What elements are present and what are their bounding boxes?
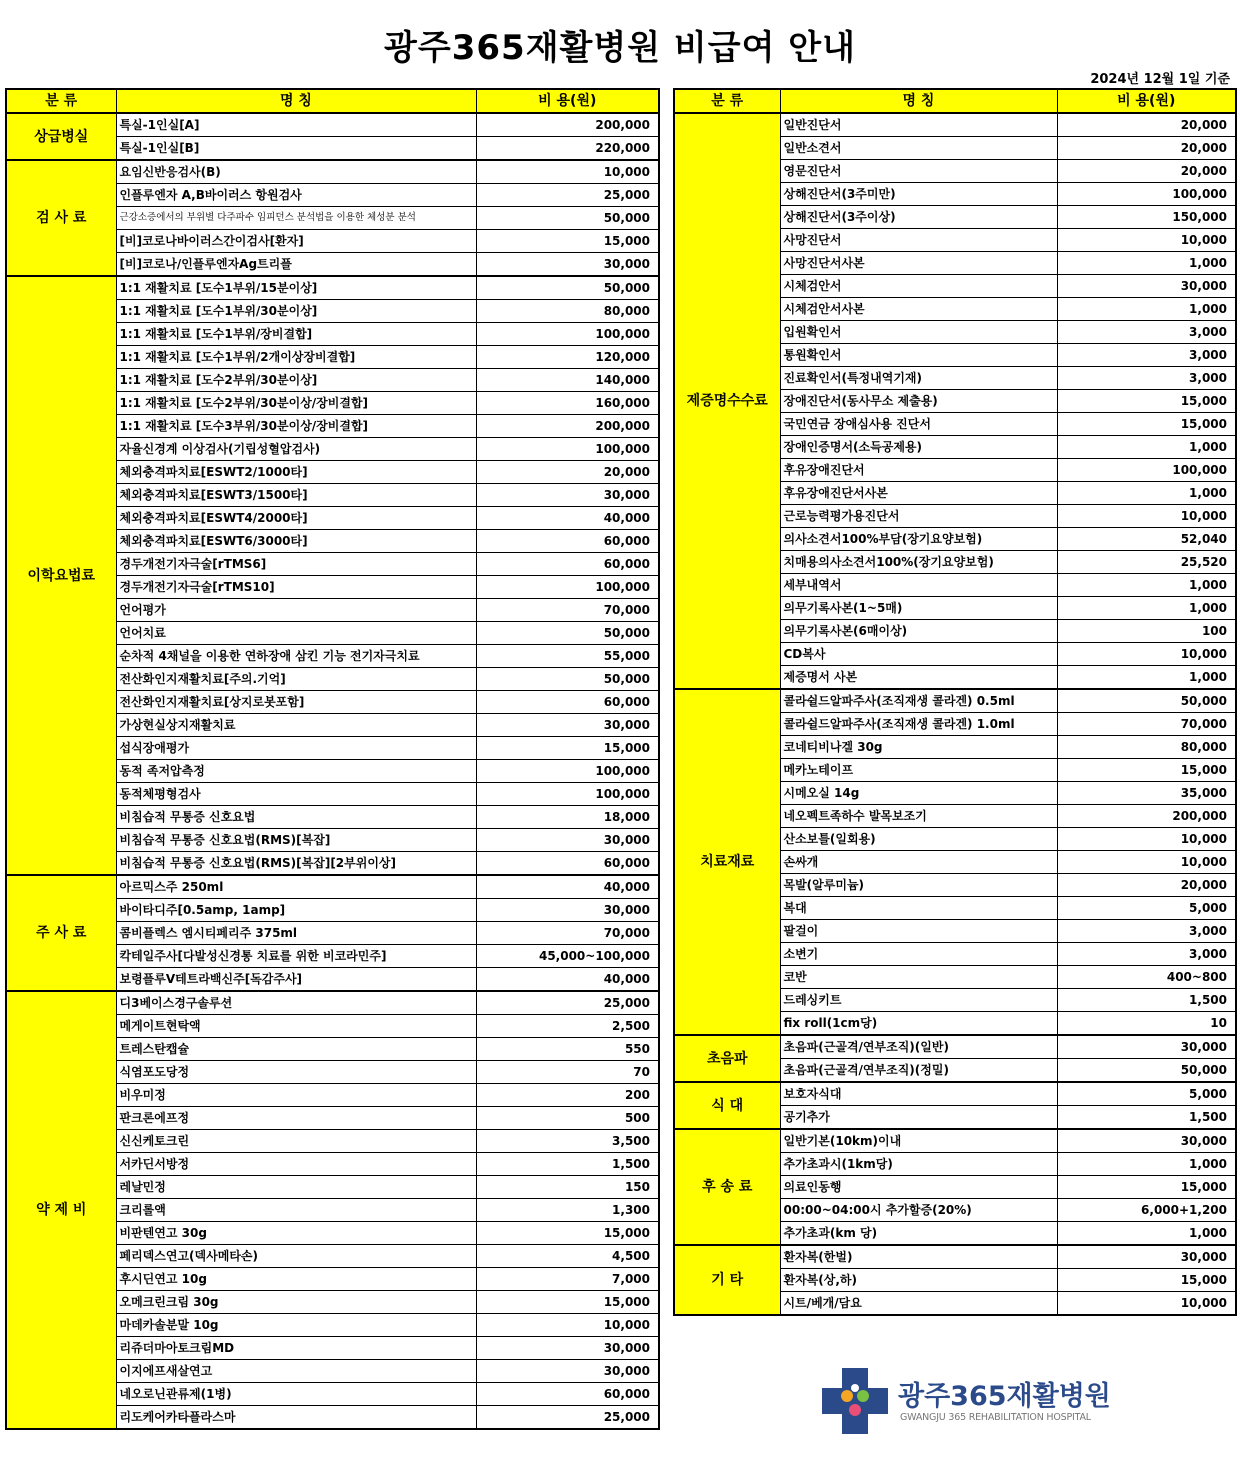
item-price: 50,000: [1057, 1059, 1236, 1083]
item-name: 추가초과시(1km당): [780, 1153, 1057, 1176]
item-price: 40,000: [476, 507, 659, 530]
item-name: 경두개전기자극술[rTMS6]: [116, 553, 476, 576]
item-price: 15,000: [476, 230, 659, 253]
header-price: 비 용(원): [476, 89, 659, 113]
item-name: 비판텐연고 30g: [116, 1222, 476, 1245]
item-price: 50,000: [476, 668, 659, 691]
item-price: 10,000: [1057, 1292, 1236, 1316]
item-price: 7,000: [476, 1268, 659, 1291]
item-name: 1:1 재활치료 [도수2부위/30분이상]: [116, 369, 476, 392]
item-name: 환자복(상,하): [780, 1269, 1057, 1292]
item-name: 후시딘연고 10g: [116, 1268, 476, 1291]
item-name: 리도케어카타플라스마: [116, 1406, 476, 1430]
item-name: 전산화인지재활치료[주의.기억]: [116, 668, 476, 691]
item-name: 일반소견서: [780, 137, 1057, 160]
item-name: 판크론에프정: [116, 1107, 476, 1130]
item-price: 30,000: [476, 899, 659, 922]
item-price: 3,500: [476, 1130, 659, 1153]
item-name: 추가초과(km 당): [780, 1222, 1057, 1246]
item-name: 경두개전기자극술[rTMS10]: [116, 576, 476, 599]
table-row: [6, 991, 659, 1015]
item-name: 이지에프새살연고: [116, 1360, 476, 1383]
item-price: 15,000: [1057, 413, 1236, 436]
item-name: 인플루엔자 A,B바이러스 항원검사: [116, 184, 476, 207]
item-name: 리쥬더마아토크림MD: [116, 1337, 476, 1360]
item-name: 페리덱스연고(덱사메타손): [116, 1245, 476, 1268]
item-name: 통원확인서: [780, 344, 1057, 367]
item-name: 세부내역서: [780, 574, 1057, 597]
item-name: 비침습적 무통증 신호요법: [116, 806, 476, 829]
item-name: fix roll(1cm당): [780, 1012, 1057, 1036]
item-name: 디3베이스경구솔루션: [116, 991, 476, 1015]
category-cell: 약 제 비: [6, 991, 116, 1429]
item-name: 신신케토크린: [116, 1130, 476, 1153]
item-price: 15,000: [1057, 1176, 1236, 1199]
item-price: 50,000: [476, 276, 659, 300]
item-price: 52,040: [1057, 528, 1236, 551]
item-price: 100,000: [476, 783, 659, 806]
item-name: 일반기본(10km)이내: [780, 1129, 1057, 1153]
item-price: 20,000: [476, 461, 659, 484]
table-row: [674, 1129, 1236, 1153]
item-name: 오메크린크림 30g: [116, 1291, 476, 1314]
item-name: 가상현실상지재활치료: [116, 714, 476, 737]
item-price: 15,000: [476, 1291, 659, 1314]
item-name: 레날민정: [116, 1176, 476, 1199]
category-cell: 주 사 료: [6, 875, 116, 991]
item-price: 70,000: [476, 922, 659, 945]
item-name: 동적 족저압측정: [116, 760, 476, 783]
item-name: 국민연금 장애심사용 진단서: [780, 413, 1057, 436]
fee-table-left: [5, 88, 660, 1430]
item-name: 1:1 재활치료 [도수3부위/30분이상/장비결합]: [116, 415, 476, 438]
item-name: 1:1 재활치료 [도수1부위/15분이상]: [116, 276, 476, 300]
item-price: 4,500: [476, 1245, 659, 1268]
item-name: 장애인증명서(소득공제용): [780, 436, 1057, 459]
item-name: 시메오실 14g: [780, 782, 1057, 805]
item-name: 칵테일주사[다발성신경통 치료를 위한 비코라민주]: [116, 945, 476, 968]
item-price: 1,000: [1057, 666, 1236, 690]
item-price: 30,000: [476, 714, 659, 737]
item-price: 10,000: [1057, 643, 1236, 666]
item-name: 팔걸이: [780, 920, 1057, 943]
item-name: 의무기록사본(1~5매): [780, 597, 1057, 620]
item-price: 100,000: [1057, 459, 1236, 482]
item-name: 근로능력평가용진단서: [780, 505, 1057, 528]
item-price: 100,000: [476, 760, 659, 783]
item-price: 200,000: [476, 415, 659, 438]
item-name: 식염포도당정: [116, 1061, 476, 1084]
header-name: 명 칭: [116, 89, 476, 113]
item-price: 400~800: [1057, 966, 1236, 989]
item-price: 25,000: [476, 184, 659, 207]
item-price: 1,000: [1057, 482, 1236, 505]
item-name: 초음파(근골격/연부조직)(정밀): [780, 1059, 1057, 1083]
item-name: 사망진단서: [780, 229, 1057, 252]
item-name: 치매용의사소견서100%(장기요양보험): [780, 551, 1057, 574]
item-price: 3,000: [1057, 344, 1236, 367]
item-name: 시체검안서: [780, 275, 1057, 298]
item-name: 1:1 재활치료 [도수1부위/2개이상장비결합]: [116, 346, 476, 369]
table-row: [674, 1035, 1236, 1059]
item-name: 입원확인서: [780, 321, 1057, 344]
item-name: 아르믹스주 250ml: [116, 875, 476, 899]
item-name: 자율신경계 이상검사(기립성혈압검사): [116, 438, 476, 461]
table-row: [674, 689, 1236, 713]
item-price: 30,000: [476, 484, 659, 507]
item-price: 3,000: [1057, 321, 1236, 344]
category-cell: 제증명수수료: [674, 113, 780, 689]
item-name: 1:1 재활치료 [도수2부위/30분이상/장비결합]: [116, 392, 476, 415]
item-price: 30,000: [1057, 1129, 1236, 1153]
item-name: 의료인동행: [780, 1176, 1057, 1199]
item-name: 진료확인서(특정내역기재): [780, 367, 1057, 390]
category-cell: 기 타: [674, 1245, 780, 1315]
item-price: 100,000: [476, 576, 659, 599]
item-price: 30,000: [476, 1337, 659, 1360]
item-price: 3,000: [1057, 920, 1236, 943]
item-name: 메카노테이프: [780, 759, 1057, 782]
header-name: 명 칭: [780, 89, 1057, 113]
category-cell: 이학요법료: [6, 276, 116, 875]
table-row: [6, 160, 659, 184]
item-name: 영문진단서: [780, 160, 1057, 183]
item-name: 복대: [780, 897, 1057, 920]
header-category: 분 류: [674, 89, 780, 113]
item-price: 1,000: [1057, 574, 1236, 597]
logo-subtitle: GWANGJU 365 REHABILITATION HOSPITAL: [900, 1412, 1091, 1423]
item-name: 전산화인지재활치료[상지로봇포함]: [116, 691, 476, 714]
item-price: 1,500: [1057, 989, 1236, 1012]
item-price: 1,000: [1057, 298, 1236, 321]
item-name: 비침습적 무통증 신호요법(RMS)[복잡][2부위이상]: [116, 852, 476, 876]
item-price: 15,000: [1057, 390, 1236, 413]
item-name: 손싸개: [780, 851, 1057, 874]
item-name: 체외충격파치료[ESWT3/1500타]: [116, 484, 476, 507]
item-price: 10,000: [476, 160, 659, 184]
item-name: 후유장애진단서: [780, 459, 1057, 482]
item-name: 의사소견서100%부담(장기요양보험): [780, 528, 1057, 551]
item-price: 50,000: [1057, 689, 1236, 713]
item-price: 3,000: [1057, 943, 1236, 966]
item-name: 트레스탄캡슐: [116, 1038, 476, 1061]
item-price: 80,000: [1057, 736, 1236, 759]
item-price: 30,000: [1057, 275, 1236, 298]
item-price: 120,000: [476, 346, 659, 369]
item-name: [비]코로나/인플루엔자Ag트리플: [116, 253, 476, 277]
item-name: 특실-1인실[A]: [116, 113, 476, 137]
item-price: 150,000: [1057, 206, 1236, 229]
item-price: 200,000: [476, 113, 659, 137]
item-price: 30,000: [476, 253, 659, 277]
item-name: 보호자식대: [780, 1082, 1057, 1106]
table-row: [674, 1245, 1236, 1269]
table-row: [674, 1082, 1236, 1106]
item-name: 크리롤액: [116, 1199, 476, 1222]
item-price: 25,520: [1057, 551, 1236, 574]
item-price: 30,000: [1057, 1245, 1236, 1269]
item-name: 의무기록사본(6매이상): [780, 620, 1057, 643]
item-price: 60,000: [476, 1383, 659, 1406]
item-name: 체외충격파치료[ESWT2/1000타]: [116, 461, 476, 484]
item-price: 18,000: [476, 806, 659, 829]
fee-table-right: [673, 88, 1237, 1316]
table-row: [674, 113, 1236, 137]
item-price: 5,000: [1057, 897, 1236, 920]
category-cell: 초음파: [674, 1035, 780, 1082]
item-name: 서카딘서방정: [116, 1153, 476, 1176]
item-price: 30,000: [1057, 1035, 1236, 1059]
item-price: 30,000: [476, 1360, 659, 1383]
header-category: 분 류: [6, 89, 116, 113]
item-price: 5,000: [1057, 1082, 1236, 1106]
item-name: 콤비플렉스 엠시티페리주 375ml: [116, 922, 476, 945]
item-name: 네오펙트족하수 발목보조기: [780, 805, 1057, 828]
item-price: 70: [476, 1061, 659, 1084]
item-name: 목발(알루미늄): [780, 874, 1057, 897]
category-cell: 검 사 료: [6, 160, 116, 276]
hospital-cross-logo-icon: [820, 1366, 890, 1436]
category-cell: 후 송 료: [674, 1129, 780, 1245]
item-name: 요임신반응검사(B): [116, 160, 476, 184]
item-name: 언어치료: [116, 622, 476, 645]
item-name: 비우미정: [116, 1084, 476, 1107]
item-name: 상해진단서(3주이상): [780, 206, 1057, 229]
item-price: 100: [1057, 620, 1236, 643]
item-price: 15,000: [476, 1222, 659, 1245]
item-name: [비]코로나바이러스간이검사[환자]: [116, 230, 476, 253]
item-name: 섭식장애평가: [116, 737, 476, 760]
item-price: 3,000: [1057, 367, 1236, 390]
hospital-logo: [820, 1366, 1110, 1438]
item-price: 60,000: [476, 530, 659, 553]
item-price: 70,000: [476, 599, 659, 622]
item-price: 1,000: [1057, 1222, 1236, 1246]
item-name: 비침습적 무통증 신호요법(RMS)[복잡]: [116, 829, 476, 852]
item-price: 100,000: [476, 438, 659, 461]
item-price: 60,000: [476, 553, 659, 576]
item-name: 콜라쉴드알파주사(조직재생 콜라겐) 1.0ml: [780, 713, 1057, 736]
item-price: 200,000: [1057, 805, 1236, 828]
item-price: 60,000: [476, 852, 659, 876]
item-name: 시트/베개/담요: [780, 1292, 1057, 1316]
item-name: 근강소증에서의 부위별 다주파수 임피던스 분석법을 이용한 체성분 분석: [116, 207, 476, 230]
category-cell: 치료재료: [674, 689, 780, 1035]
table-row: [6, 875, 659, 899]
item-price: 220,000: [476, 137, 659, 161]
item-price: 1,500: [1057, 1106, 1236, 1130]
item-name: 바이타디주[0.5amp, 1amp]: [116, 899, 476, 922]
item-price: 500: [476, 1107, 659, 1130]
item-price: 6,000+1,200: [1057, 1199, 1236, 1222]
category-cell: 식 대: [674, 1082, 780, 1129]
item-name: 코네티비나겔 30g: [780, 736, 1057, 759]
item-price: 1,500: [476, 1153, 659, 1176]
item-name: 보령플루V테트라백신주[독감주사]: [116, 968, 476, 992]
item-price: 15,000: [1057, 1269, 1236, 1292]
item-price: 100,000: [1057, 183, 1236, 206]
item-name: 코반: [780, 966, 1057, 989]
item-name: 동적체평형검사: [116, 783, 476, 806]
item-name: CD복사: [780, 643, 1057, 666]
item-name: 환자복(한벌): [780, 1245, 1057, 1269]
item-name: 일반진단서: [780, 113, 1057, 137]
item-price: 20,000: [1057, 113, 1236, 137]
item-price: 20,000: [1057, 874, 1236, 897]
item-price: 15,000: [1057, 759, 1236, 782]
item-name: 1:1 재활치료 [도수1부위/장비결합]: [116, 323, 476, 346]
reference-date: 2024년 12월 1일 기준: [1090, 72, 1230, 87]
item-price: 200: [476, 1084, 659, 1107]
item-name: 메게이트현탁액: [116, 1015, 476, 1038]
item-price: 10: [1057, 1012, 1236, 1036]
item-name: 00:00~04:00시 추가할증(20%): [780, 1199, 1057, 1222]
item-price: 1,000: [1057, 1153, 1236, 1176]
category-cell: 상급병실: [6, 113, 116, 160]
item-price: 50,000: [476, 622, 659, 645]
item-name: 체외충격파치료[ESWT4/2000타]: [116, 507, 476, 530]
table-row: [6, 113, 659, 137]
item-name: 특실-1인실[B]: [116, 137, 476, 161]
item-name: 언어평가: [116, 599, 476, 622]
item-price: 50,000: [476, 207, 659, 230]
item-name: 마데카솔분말 10g: [116, 1314, 476, 1337]
item-price: 1,300: [476, 1199, 659, 1222]
item-price: 15,000: [476, 737, 659, 760]
item-name: 제증명서 사본: [780, 666, 1057, 690]
item-price: 35,000: [1057, 782, 1236, 805]
item-name: 소변기: [780, 943, 1057, 966]
item-price: 550: [476, 1038, 659, 1061]
item-name: 순차적 4채널을 이용한 연하장애 삼킨 기능 전기자극치료: [116, 645, 476, 668]
item-name: 시체검안서사본: [780, 298, 1057, 321]
item-name: 1:1 재활치료 [도수1부위/30분이상]: [116, 300, 476, 323]
item-price: 2,500: [476, 1015, 659, 1038]
item-price: 150: [476, 1176, 659, 1199]
item-price: 160,000: [476, 392, 659, 415]
item-price: 25,000: [476, 991, 659, 1015]
page-title: 광주365재활병원 비급여 안내: [384, 28, 856, 68]
item-price: 55,000: [476, 645, 659, 668]
item-price: 10,000: [476, 1314, 659, 1337]
header-price: 비 용(원): [1057, 89, 1236, 113]
table-row: [6, 276, 659, 300]
item-name: 공기추가: [780, 1106, 1057, 1130]
item-price: 20,000: [1057, 137, 1236, 160]
item-price: 10,000: [1057, 851, 1236, 874]
item-price: 10,000: [1057, 505, 1236, 528]
item-price: 1,000: [1057, 436, 1236, 459]
item-price: 140,000: [476, 369, 659, 392]
item-price: 30,000: [476, 829, 659, 852]
item-price: 40,000: [476, 875, 659, 899]
item-name: 초음파(근골격/연부조직)(일반): [780, 1035, 1057, 1059]
item-name: 드레싱키트: [780, 989, 1057, 1012]
item-price: 70,000: [1057, 713, 1236, 736]
item-price: 40,000: [476, 968, 659, 992]
item-price: 10,000: [1057, 229, 1236, 252]
item-name: 산소보틀(일회용): [780, 828, 1057, 851]
item-price: 45,000~100,000: [476, 945, 659, 968]
item-price: 25,000: [476, 1406, 659, 1430]
item-name: 장애진단서(동사무소 제출용): [780, 390, 1057, 413]
item-name: 체외충격파치료[ESWT6/3000타]: [116, 530, 476, 553]
item-price: 1,000: [1057, 597, 1236, 620]
item-price: 100,000: [476, 323, 659, 346]
item-name: 후유장애진단서사본: [780, 482, 1057, 505]
item-price: 10,000: [1057, 828, 1236, 851]
logo-name: 광주365재활병원: [898, 1381, 1111, 1412]
item-price: 80,000: [476, 300, 659, 323]
item-name: 사망진단서사본: [780, 252, 1057, 275]
item-price: 60,000: [476, 691, 659, 714]
item-name: 상해진단서(3주미만): [780, 183, 1057, 206]
item-price: 1,000: [1057, 252, 1236, 275]
item-price: 20,000: [1057, 160, 1236, 183]
item-name: 콜라쉴드알파주사(조직재생 콜라겐) 0.5ml: [780, 689, 1057, 713]
item-name: 네오로닌관류제(1병): [116, 1383, 476, 1406]
